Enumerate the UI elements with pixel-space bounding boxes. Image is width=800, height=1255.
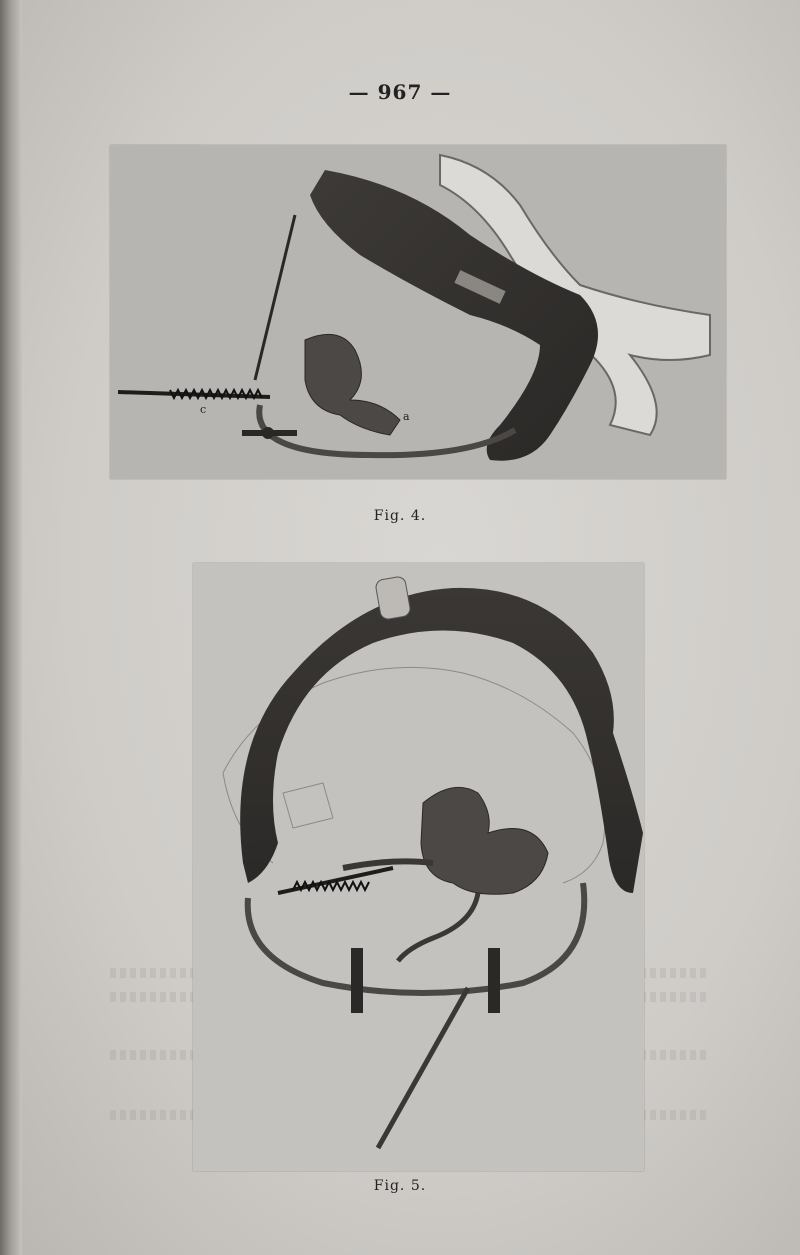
dental-impression — [421, 787, 548, 894]
mark-a: a — [403, 410, 410, 423]
clamp-left — [351, 948, 363, 1013]
clamp-knob — [262, 427, 274, 439]
head-sketch-detail — [283, 783, 333, 828]
lower-bow — [248, 883, 585, 993]
threaded-screw — [278, 868, 393, 893]
wire-arm-lower — [398, 893, 478, 961]
figure-4-photo — [110, 145, 726, 479]
upright-rod — [255, 215, 295, 380]
dental-impression — [305, 334, 400, 435]
wire-arm — [343, 861, 433, 868]
page-number: — 967 — — [348, 80, 452, 104]
figure-5-illustration — [193, 563, 644, 1171]
tube-fitting — [375, 576, 411, 621]
figure-4-caption: Fig. 4. — [373, 508, 427, 524]
clamp-right — [488, 948, 500, 1013]
figure-5-caption: Fig. 5. — [373, 1178, 427, 1194]
mark-c: c — [200, 403, 207, 416]
book-spine-shadow — [0, 0, 22, 1255]
long-rod — [378, 988, 468, 1148]
figure-5-photo — [193, 563, 644, 1171]
figure-4-illustration — [110, 145, 726, 479]
